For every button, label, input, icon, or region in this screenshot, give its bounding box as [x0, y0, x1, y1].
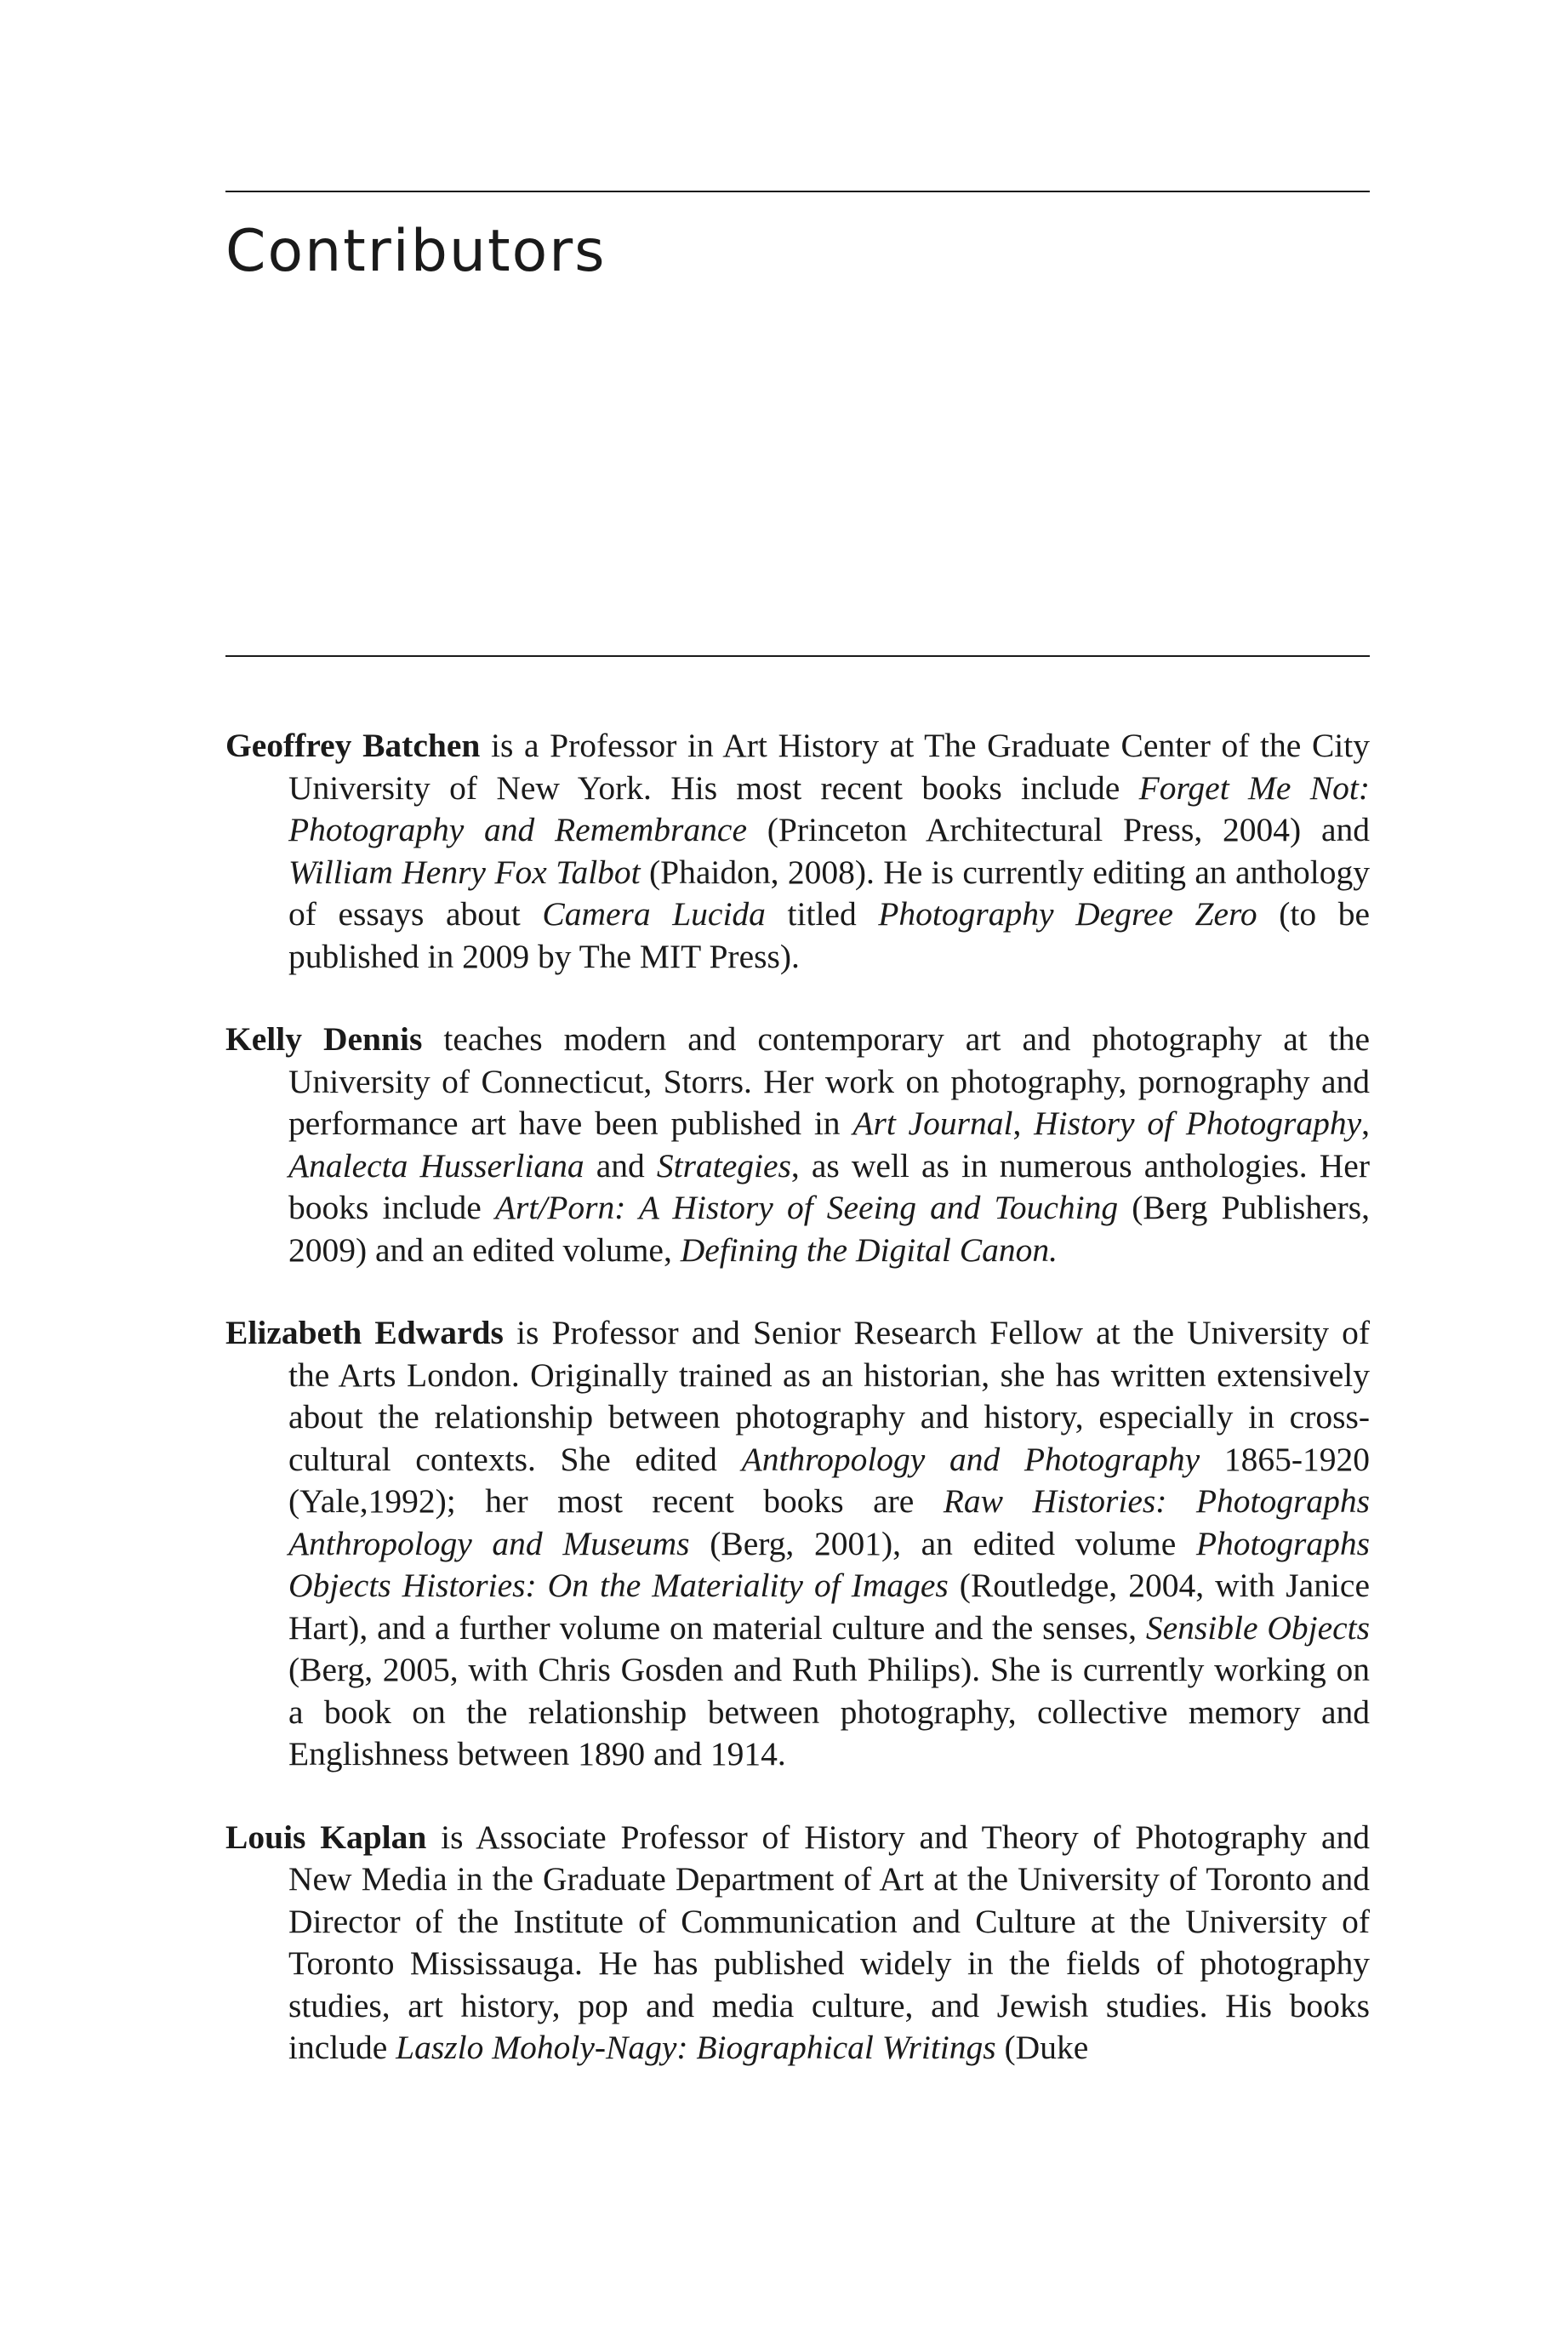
journal-title: History of Photography [1034, 1105, 1362, 1142]
book-title: Camera Lucida [542, 895, 766, 933]
book-title: Laszlo Moholy-Nagy: Biographical Writings [396, 2029, 996, 2066]
contributors-list [225, 725, 1370, 2069]
contributor-name: Geoffrey Batchen [225, 727, 481, 764]
book-title: Anthropology and Photography [741, 1440, 1200, 1478]
journal-title: Analecta Husserliana [288, 1146, 584, 1185]
journal-title: Art Journal [852, 1105, 1013, 1142]
contributor-name: Elizabeth Edwards [225, 1314, 504, 1351]
book-title: Defining the Digital Canon. [680, 1230, 1058, 1269]
contributor-entry-edwards: Elizabeth Edwards is Professor and Senior Research Fellow at the University of the Arts London. Originally trained as an historian, she has written extensively about the relationship between photography and history, especially in cross-cultural contexts. She edited Anthropology and Photography 1865-1920 (Yale,1992); her most recent books are Raw Histories: Photographs Anthropology and Museums (Berg, 2001), an edited volume Photographs Objects Histories: On the Materiality of Images (Routledge, 2004, with Janice Hart), and a further volume on material culture and the senses, Sensible Objects (Berg, 2005, with Chris Gosden and Ruth Philips). She is currently working on a book on the relationship between photography, collective memory and Englishness between 1890 and 1914. [225, 1314, 1371, 1773]
bottom-rule [225, 655, 1370, 657]
book-title: William Henry Fox Talbot [288, 853, 641, 891]
journal-title: Strategies [656, 1146, 791, 1185]
contributor-entry-dennis: Kelly Dennis teaches modern and contemporary art and photography at the University of Connecticut, Storrs. Her work on photography, pornography and performance art have been published in Art Journal, History of Photography, Analecta Husserliana and Strategies, as well as in numerous anthologies. Her books include Art/Porn: A History of Seeing and Touching (Berg Publishers, 2009) and an edited volume, Defining the Digital Canon. [225, 1020, 1370, 1269]
book-title: Raw Histories: Photographs Anthropology and Museums [288, 1482, 1370, 1562]
book-title: Art/Porn: A History of Seeing and Touching [494, 1189, 1119, 1226]
contributor-entry-batchen: Geoffrey Batchen is a Professor in Art History at The Graduate Center of the City University of New York. His most recent books include Forget Me Not: Photography and Remembrance (Princeton Architectural Press, 2004) and William Henry Fox Talbot (Phaidon, 2008). He is currently editing an anthology of essays about Camera Lucida titled Photography Degree Zero (to be published in 2009 by The MIT Press). [225, 727, 1371, 975]
contributor-name: Kelly Dennis [225, 1020, 423, 1058]
book-title: Photographs Objects Histories: On the Materiality of Images [288, 1524, 1370, 1604]
book-title: Photography Degree Zero [878, 895, 1257, 933]
contributor-name: Louis Kaplan [225, 1818, 427, 1856]
contributor-entry-kaplan: Louis Kaplan is Associate Professor of History and Theory of Photography and New Media in the Graduate Department of Art at the University of Toronto and Director of the Institute of Communication and Culture at the University of Toronto Mississauga. He has published widely in the fields of photography studies, art history, pop and media culture, and Jewish studies. His books include Laszlo Moholy-Nagy: Biographical Writings (Duke [225, 1818, 1370, 2066]
book-title: Sensible Objects [1145, 1608, 1370, 1647]
page-title: Contributors [225, 218, 607, 285]
top-rule [225, 191, 1370, 192]
book-title: Forget Me Not: Photography and Remembrance [288, 768, 1370, 848]
